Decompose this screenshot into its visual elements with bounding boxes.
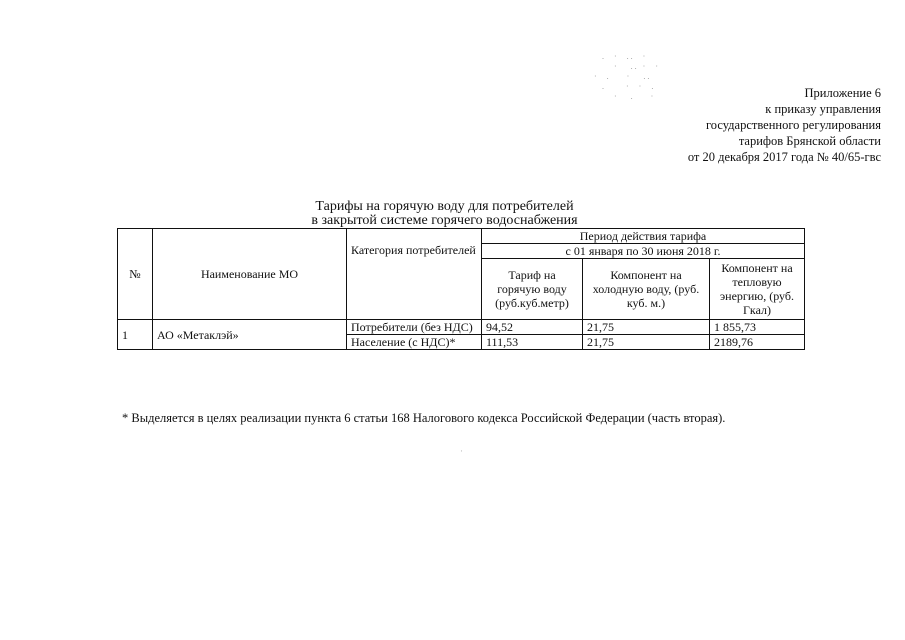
row-tariff: 111,53 bbox=[482, 335, 583, 350]
row-heat: 1 855,73 bbox=[710, 320, 805, 335]
tariff-table bbox=[117, 228, 805, 350]
appendix-line-3: государственного регулирования bbox=[705, 118, 881, 132]
document-title-line-2: в закрытой системе горячего водоснабжения bbox=[311, 213, 578, 228]
header-dates: с 01 января по 30 июня 2018 г. bbox=[482, 244, 805, 259]
appendix-line-1: Приложение 6 bbox=[804, 86, 881, 100]
appendix-line-5: от 20 декабря 2017 года № 40/65-гвс bbox=[687, 150, 881, 164]
row-category: Потребители (без НДС) bbox=[347, 320, 482, 335]
row-heat: 2189,76 bbox=[710, 335, 805, 350]
appendix-line-2: к приказу управления bbox=[765, 102, 881, 116]
footnote: * Выделяется в целях реализации пункта 6 статьи 168 Налогового кодекса Российской Федерации (часть вторая). bbox=[122, 411, 726, 425]
header-tariff: Тариф на горячую воду (руб.куб.метр) bbox=[482, 259, 583, 320]
row-name: АО «Метаклэй» bbox=[153, 320, 347, 350]
document-title-line-1: Тарифы на горячую воду для потребителей bbox=[315, 199, 574, 214]
header-cold-component: Компонент на холодную воду, (руб. куб. м.) bbox=[583, 259, 710, 320]
header-period: Период действия тарифа bbox=[482, 229, 805, 244]
header-num: № bbox=[118, 229, 153, 320]
appendix-line-4: тарифов Брянской области bbox=[738, 134, 881, 148]
appendix-block bbox=[688, 85, 881, 165]
header-name: Наименование МО bbox=[153, 229, 347, 320]
row-tariff: 94,52 bbox=[482, 320, 583, 335]
header-category-text: Категория потребителей bbox=[351, 243, 476, 257]
table-row bbox=[118, 320, 805, 335]
row-category: Население (с НДС)* bbox=[347, 335, 482, 350]
row-cold: 21,75 bbox=[583, 320, 710, 335]
scan-speck: · bbox=[460, 446, 463, 456]
row-num: 1 bbox=[118, 320, 153, 350]
scan-specks: . · .. · · .. · · · . · .. . · · . · . · bbox=[594, 52, 660, 101]
header-category bbox=[347, 229, 482, 320]
header-heat-component: Компонент на тепловую энергию, (руб. Гкал) bbox=[710, 259, 805, 320]
row-cold: 21,75 bbox=[583, 335, 710, 350]
table-header-row bbox=[118, 229, 805, 244]
